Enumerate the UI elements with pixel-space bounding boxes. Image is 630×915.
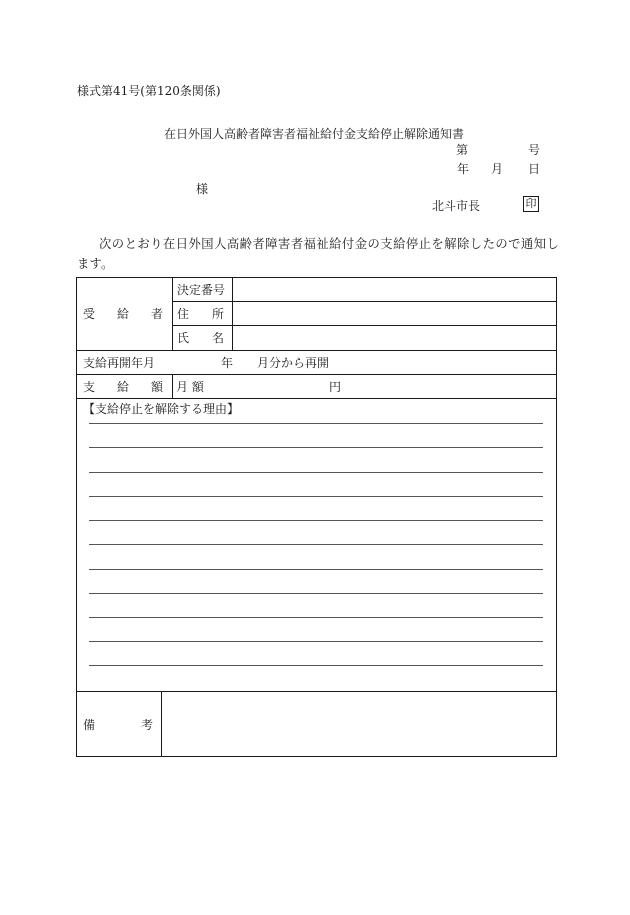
name-label: 氏 名 <box>177 331 224 345</box>
row-divider <box>173 301 556 302</box>
resume-label: 支給再開年月 <box>83 356 156 370</box>
yen-label: 円 <box>329 380 342 394</box>
row-divider <box>77 350 556 351</box>
row-divider <box>77 691 556 692</box>
number-prefix: 第 <box>456 143 469 157</box>
date-year: 年 <box>457 162 470 176</box>
form-id: 様式第41号(第120条関係) <box>77 84 221 98</box>
number-suffix: 号 <box>528 143 541 157</box>
reason-line <box>89 569 543 570</box>
remarks-label: 備 考 <box>83 718 153 732</box>
row-divider <box>173 325 556 326</box>
resume-month-text: 月分から再開 <box>257 356 330 370</box>
col-divider <box>161 691 162 756</box>
reason-line <box>89 665 543 666</box>
reason-line <box>89 641 543 642</box>
reason-line <box>89 423 543 424</box>
address-label: 住 所 <box>177 307 224 321</box>
col-divider <box>232 278 233 350</box>
document-title: 在日外国人高齢者障害者福祉給付金支給停止解除通知書 <box>164 127 465 141</box>
resume-year: 年 <box>221 356 234 370</box>
col-divider <box>172 374 173 398</box>
reason-line <box>89 496 543 497</box>
col-divider <box>172 278 173 350</box>
row-divider <box>77 398 556 399</box>
reason-line <box>89 593 543 594</box>
reason-line <box>89 520 543 521</box>
recipient-honorific: 様 <box>196 182 209 196</box>
main-table <box>76 277 557 757</box>
recipient-label: 受 給 者 <box>83 307 163 321</box>
row-divider <box>77 374 556 375</box>
body-text: 次のとおり在日外国人高齢者障害者福祉給付金の支給停止を解除したので通知します。 <box>77 237 559 271</box>
reason-label: 【支給停止を解除する理由】 <box>83 402 240 416</box>
reason-line <box>89 447 543 448</box>
seal-mark: 印 <box>523 196 539 212</box>
reason-line <box>89 472 543 473</box>
reason-line <box>89 617 543 618</box>
monthly-label: 月 額 <box>176 380 204 394</box>
issuer-name: 北斗市長 <box>432 199 481 213</box>
date-month: 月 <box>491 162 504 176</box>
amount-label: 支 給 額 <box>83 380 163 394</box>
reason-line <box>89 544 543 545</box>
date-day: 日 <box>528 162 541 176</box>
decision-number-label: 決定番号 <box>177 283 226 297</box>
